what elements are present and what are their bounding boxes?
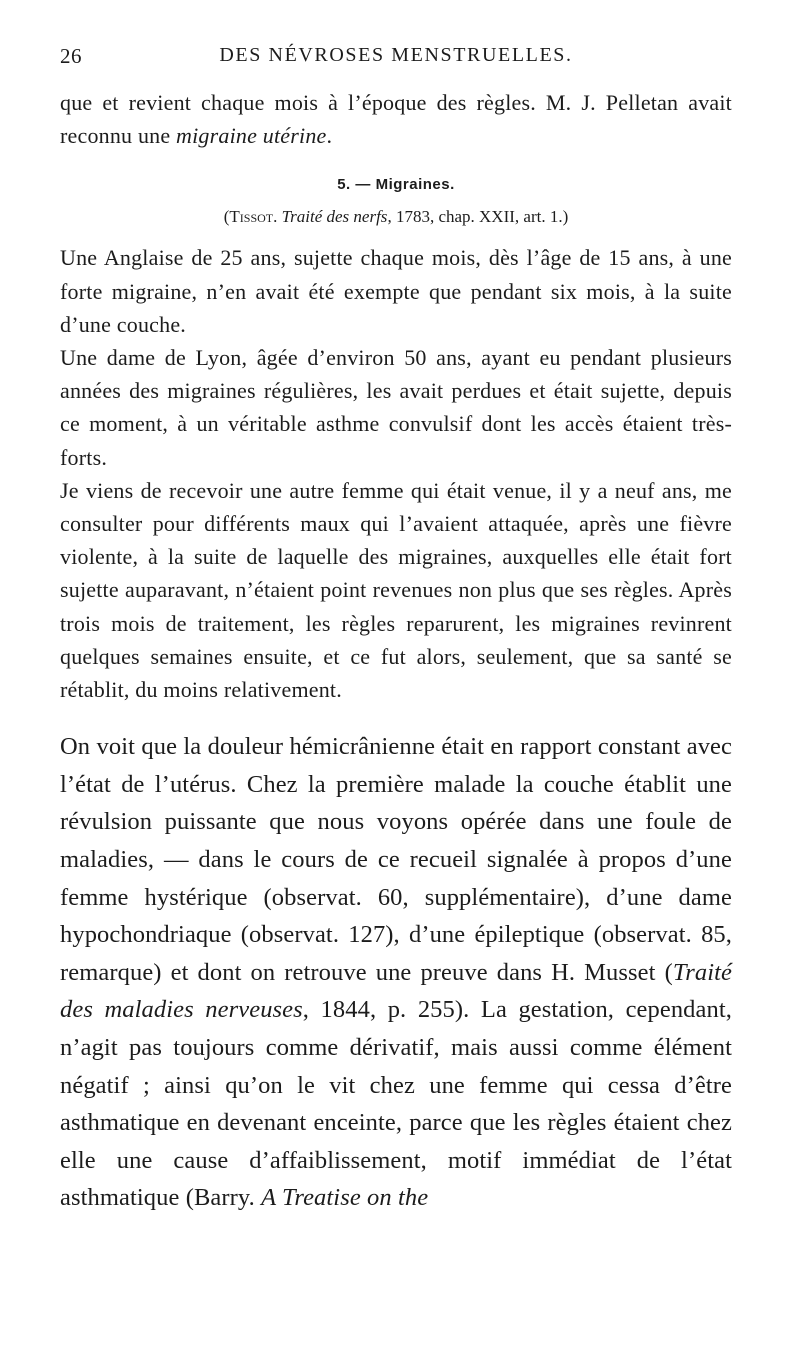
- citation-work: Traité des nerfs: [281, 207, 388, 227]
- section-dash: —: [355, 176, 371, 194]
- case-paragraph-3: Je viens de recevoir une autre femme qui était venue, il y a neuf ans, me consulter pour différents maux qui l’avaient attaquée, après une fièvre violente, à la suite de laquelle des migraines, auxquelles elle était fort sujette auparavant, n’étaient point revenues non plus que ses règles. Après trois mois de traitement, les règles reparurent, les migraines revinrent quelques semaines ensuite, et ce fut alors, seulement, que sa santé se rétablit, du moins relativement.: [60, 477, 732, 703]
- commentary-italic-1: Traité des maladies nerveuses: [60, 958, 732, 1024]
- running-title: DES NÉVROSES MENSTRUELLES.: [219, 44, 573, 66]
- commentary-text-1: On voit que la douleur hémicrânienne était en rapport constant avec l’état de l’utérus. Chez la première malade la couche établit une révulsion puissante que nous voyons opérée dans une foule de maladies, — dans le cours de ce recueil signalée à propos d’une femme hystérique (observat. 60, supplémentaire), d’une dame hypochondriaque (observat. 127), d’une épileptique (observat. 85, remarque) et dont on retrouve une preuve dans H. Musset (: [60, 733, 732, 986]
- intro-text: que et revient chaque mois à l’époque des règles. M. J. Pelletan avait reconnu une: [60, 90, 732, 149]
- intro-text-end: .: [326, 123, 333, 149]
- commentary-text-2: , 1844, p. 255). La gestation, cependant, n’agit pas toujours comme dérivatif, mais aussi comme élément négatif ; ainsi qu’on le vit chez une femme qui cessa d’être asthmatique en devenant enceinte, parce que les règles étaient chez elle une cause d’affaiblissement, motif immédiat de l’état asthmatique (Barry.: [60, 996, 732, 1212]
- intro-italic-term: migraine utérine: [176, 123, 327, 149]
- citation-details: , 1783, chap. XXII, art. 1.: [387, 207, 563, 227]
- commentary-paragraph: [60, 728, 732, 1217]
- page-body: [60, 86, 732, 1217]
- commentary-italic-2: A Treatise on the: [261, 1184, 429, 1212]
- citation-author: Tissot: [229, 207, 274, 227]
- intro-paragraph: [60, 86, 732, 152]
- case-paragraph-2: Une dame de Lyon, âgée d’environ 50 ans, ayant eu pendant plusieurs années des migraines régulières, les avait perdues et était sujette, depuis ce moment, à un véritable asthme convulsif dont les accès étaient très-forts.: [60, 345, 732, 470]
- paragraph-gap: [60, 706, 732, 728]
- section-number: 5.: [337, 176, 351, 194]
- source-citation: (Tissot. Traité des nerfs, 1783, chap. XXII, art. 1.): [223, 207, 569, 227]
- section-title: Migraines.: [375, 176, 455, 194]
- page-header: [60, 44, 732, 72]
- section-heading: [60, 176, 732, 193]
- case-paragraph-1: Une Anglaise de 25 ans, sujette chaque mois, dès l’âge de 15 ans, à une forte migraine, n’en avait été exempte que pendant six mois, à la suite d’une couche.: [60, 245, 732, 337]
- page-number: 26: [60, 44, 82, 68]
